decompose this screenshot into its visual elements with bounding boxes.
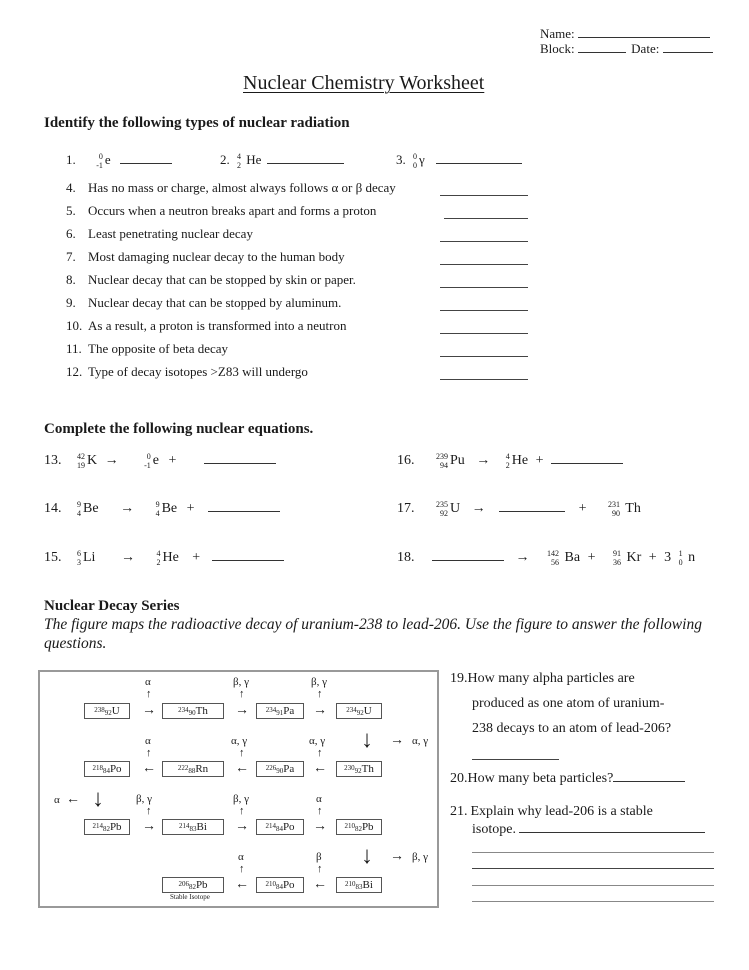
node-bi214: $^{214}$83Bi: [162, 819, 224, 835]
name-input[interactable]: [578, 36, 710, 38]
left-arrow-icon: ←: [235, 761, 249, 776]
left-arrow-icon: ←: [313, 761, 327, 776]
section3-heading: Nuclear Decay Series: [44, 598, 180, 614]
answer-blank-14[interactable]: [208, 510, 280, 512]
node-u234: $^{234}$92U: [336, 703, 382, 719]
up-arrow-icon: ↑: [317, 805, 323, 817]
right-arrow-icon: →: [313, 819, 327, 834]
up-arrow-icon: ↑: [146, 805, 152, 817]
list-item: 7. Most damaging nuclear decay to the human body: [66, 249, 536, 272]
answer-blank-15[interactable]: [212, 559, 284, 561]
label-beta-gamma: β, γ: [412, 851, 428, 863]
equation-17: 17. 235 92 U → + 231 90 Th: [397, 500, 641, 518]
left-arrow-icon: ←: [235, 877, 249, 892]
name-label: Name:: [540, 26, 575, 41]
list-item: 4. Has no mass or charge, almost always follows α or β decay: [66, 180, 536, 203]
answer-blank-11[interactable]: [440, 356, 528, 357]
answer-line-21d[interactable]: [472, 901, 714, 902]
right-arrow-icon: →: [313, 703, 327, 718]
node-u238: $^{238}$92U: [84, 703, 130, 719]
label-beta: β: [316, 851, 322, 863]
label-alpha: α: [316, 793, 322, 805]
answer-line-21a[interactable]: [472, 852, 714, 853]
answer-blank-8[interactable]: [440, 287, 528, 288]
node-rn222: $^{222}$88Rn: [162, 761, 224, 777]
question-20: 20.How many beta particles?: [450, 766, 685, 791]
right-arrow-icon: →: [235, 703, 249, 718]
up-arrow-icon: ↑: [239, 747, 245, 759]
decay-series-diagram: [38, 670, 439, 908]
answer-line-21c[interactable]: [472, 885, 714, 886]
page-title: Nuclear Chemistry Worksheet: [243, 72, 485, 94]
equation-14: 14. 9 4 Be → 9 4 Be +: [44, 500, 280, 518]
node-pb214: $^{214}$82Pb: [84, 819, 130, 835]
node-po210: $^{210}$84Po: [256, 877, 304, 893]
label-alpha: α: [54, 794, 60, 806]
answer-blank-6[interactable]: [440, 241, 528, 242]
list-item: 8. Nuclear decay that can be stopped by skin or paper.: [66, 272, 536, 295]
answer-blank-12[interactable]: [440, 379, 528, 380]
stable-isotope-caption: Stable Isotope: [170, 893, 210, 901]
section3-intro: The figure maps the radioactive decay of uranium-238 to lead-206. Use the figure to answer the following questions.: [44, 616, 702, 652]
node-th234: $^{234}$90Th: [162, 703, 224, 719]
label-beta-gamma: β, γ: [233, 793, 249, 805]
up-arrow-icon: ↑: [239, 863, 245, 875]
label-alpha: α: [238, 851, 244, 863]
name-field: [540, 26, 710, 41]
up-arrow-icon: ↑: [317, 747, 323, 759]
date-label: Date:: [631, 41, 660, 56]
answer-blank-2[interactable]: [267, 162, 344, 164]
node-pb206: $^{206}$82Pb: [162, 877, 224, 893]
answer-blank-18[interactable]: [432, 559, 504, 561]
equation-18: 18. → 142 56 Ba + 91 36 Kr + 3 1 0 n: [397, 549, 696, 567]
up-arrow-icon: ↑: [146, 747, 152, 759]
node-pa226: $^{226}$90Pa: [256, 761, 304, 777]
list-item: 6. Least penetrating nuclear decay: [66, 226, 536, 249]
node-pa234: $^{234}$91Pa: [256, 703, 304, 719]
list-item: 9. Nuclear decay that can be stopped by aluminum.: [66, 295, 536, 318]
question-19: 19.How many alpha particles are produced as one atom of uranium- 238 decays to an atom of lead-206?: [450, 671, 672, 736]
up-arrow-icon: ↑: [239, 805, 245, 817]
node-po218: $^{218}$84Po: [84, 761, 130, 777]
up-arrow-icon: ↑: [317, 688, 323, 700]
question-21: 21. Explain why lead-206 is a stable isotope.: [450, 803, 705, 839]
equation-16: 16. 239 94 Pu → 4 2 He +: [397, 452, 623, 470]
block-input[interactable]: [578, 51, 626, 53]
label-beta-gamma: β, γ: [233, 676, 249, 688]
label-beta-gamma: β, γ: [311, 676, 327, 688]
block-date-field: [540, 41, 713, 56]
node-bi210: $^{210}$83Bi: [336, 877, 382, 893]
answer-blank-17[interactable]: [499, 510, 565, 512]
answer-blank-9[interactable]: [440, 310, 528, 311]
right-arrow-icon: →: [390, 733, 404, 748]
up-arrow-icon: ↑: [146, 688, 152, 700]
symbol-question-2: 2. 4 2 He: [220, 152, 344, 170]
label-alpha: α: [145, 676, 151, 688]
symbol-question-3: 3. 0 0 γ: [396, 152, 522, 170]
list-item: 5. Occurs when a neutron breaks apart and forms a proton: [66, 203, 536, 226]
date-input[interactable]: [663, 51, 713, 53]
answer-blank-4[interactable]: [440, 195, 528, 196]
list-item: 10. As a result, a proton is transformed into a neutron: [66, 318, 536, 341]
section1-heading: Identify the following types of nuclear radiation: [44, 115, 350, 131]
answer-blank-1[interactable]: [120, 162, 172, 164]
left-arrow-icon: ←: [66, 792, 80, 807]
block-label: Block:: [540, 41, 575, 56]
right-arrow-icon: →: [142, 819, 156, 834]
radiation-question-list: [66, 180, 536, 387]
node-po214: $^{214}$84Po: [256, 819, 304, 835]
section2-heading: Complete the following nuclear equations.: [44, 421, 314, 437]
down-arrow-icon: ↓: [361, 843, 373, 869]
node-pb210: $^{210}$82Pb: [336, 819, 382, 835]
left-arrow-icon: ←: [313, 877, 327, 892]
answer-blank-10[interactable]: [440, 333, 528, 334]
symbol-question-1: 1. 0 -1 e: [66, 152, 172, 170]
equation-15: 15. 6 3 Li → 4 2 He +: [44, 549, 284, 567]
list-item: 12. Type of decay isotopes >Z83 will undergo: [66, 364, 536, 387]
label-alpha-gamma: α, γ: [412, 735, 429, 747]
label-alpha-gamma: α, γ: [309, 735, 326, 747]
answer-blank-13[interactable]: [204, 462, 276, 464]
answer-line-21b[interactable]: [472, 868, 714, 869]
label-alpha: α: [145, 735, 151, 747]
answer-blank-19[interactable]: [472, 759, 559, 760]
up-arrow-icon: ↑: [239, 688, 245, 700]
answer-blank-5[interactable]: [444, 218, 528, 219]
answer-blank-7[interactable]: [440, 264, 528, 265]
down-arrow-icon: ↓: [92, 786, 104, 812]
answer-blank-20[interactable]: [613, 780, 685, 782]
left-arrow-icon: ←: [142, 761, 156, 776]
up-arrow-icon: ↑: [317, 863, 323, 875]
label-alpha-gamma: α, γ: [231, 735, 248, 747]
node-th230: $^{230}$92Th: [336, 761, 382, 777]
right-arrow-icon: →: [390, 849, 404, 864]
list-item: 11. The opposite of beta decay: [66, 341, 536, 364]
answer-blank-16[interactable]: [551, 462, 623, 464]
right-arrow-icon: →: [235, 819, 249, 834]
label-beta-gamma: β, γ: [136, 793, 152, 805]
equation-13: 13. 42 19 K → 0 -1 e +: [44, 452, 276, 470]
down-arrow-icon: ↓: [361, 727, 373, 753]
right-arrow-icon: →: [142, 703, 156, 718]
answer-blank-21[interactable]: [519, 831, 705, 833]
answer-blank-3[interactable]: [436, 162, 522, 164]
